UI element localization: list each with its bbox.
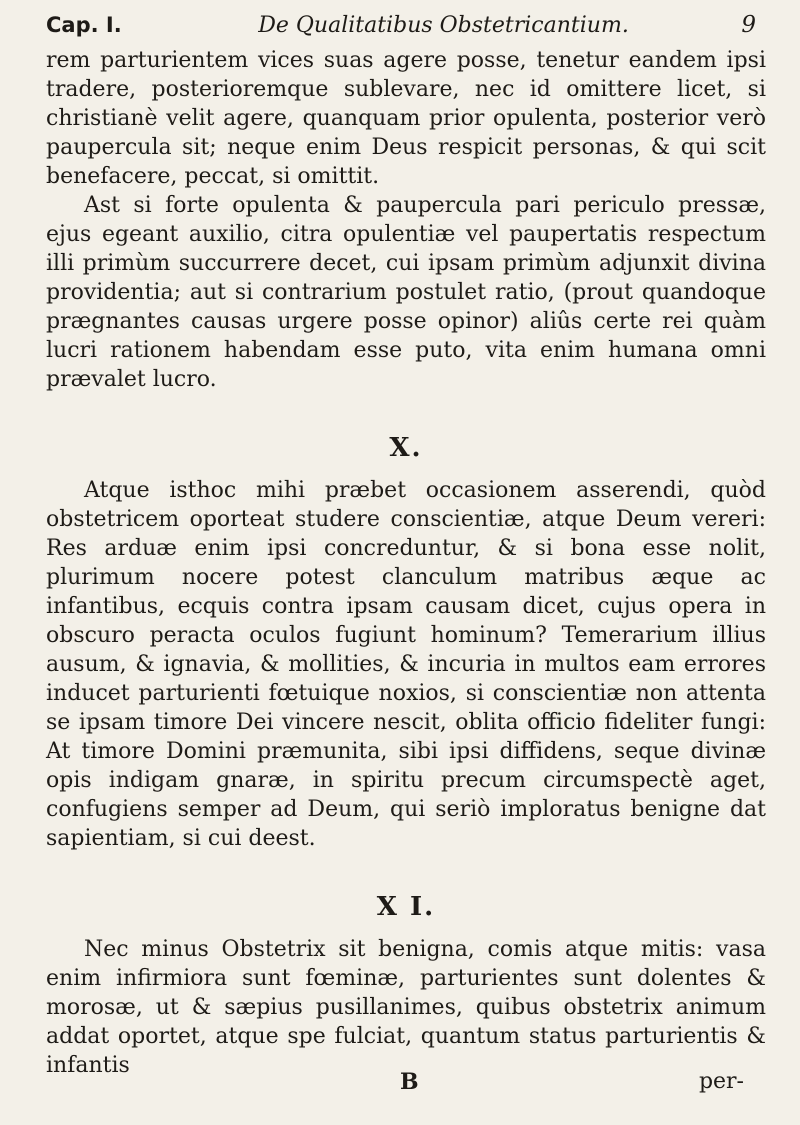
chapter-label: Cap. I.: [46, 13, 122, 37]
running-head: [46, 6, 766, 44]
paragraph-ast: Ast si forte opulenta & paupercula pari periculo pressæ, ejus egeant auxilio, citra opulentiæ vel paupertatis respectum illi primùm succurrere decet, cui ipsam primùm adjunxit divina providentia; aut si contrarium postulet ratio, (prout quandoque prægnantes causas urgere posse opinor) aliûs certe rei quàm lucri rationem habendam esse puto, vita enim humana omni prævalet lucro.: [46, 193, 766, 392]
section-x-text: Atque isthoc mihi præbet occasionem asserendi, quòd obstetricem oporteat studere conscientiæ, atque Deum vereri: Res arduæ enim ipsi concreduntur, & si bona esse nolit, plurimum nocere potest clanculum matribus æque ac infantibus, ecquis contra ipsam causam dicet, cujus opera in obscuro peracta oculos fugiunt hominum? Temerarium illius ausum, & ignavia, & mollities, & incuria in multos eam errores inducet parturienti fœtuique noxios, si conscientiæ non attenta se ipsam timore Dei vincere nescit, oblita officio fideliter fungi: At timore Domini præmunita, sibi ipsi diffidens, seque divinæ opis indigam gnaræ, in spiritu precum circumspectè aget, confugiens semper ad Deum, qui seriò imploratus benigne dat sapientiam, si cui deest.: [46, 478, 766, 851]
section-xi-text: Nec minus Obstetrix sit benigna, comis atque mitis: vasa enim infirmiora sunt fœminæ, parturientes sunt dolentes & morosæ, ut & sæpius pusillanimes, quibus obstetrix animum addat oportet, atque spe fulciat, quantum status parturientis & infantis: [46, 937, 766, 1078]
page-footer: [46, 1067, 766, 1097]
running-title: De Qualitatibus Obstetricantium.: [258, 13, 629, 38]
page-number: 9: [741, 12, 756, 38]
section-heading-x: X.: [389, 433, 423, 463]
section-heading-xi: X I.: [376, 892, 436, 922]
catchword: per-: [698, 1069, 744, 1094]
paragraph-continuation: rem parturientem vices suas agere posse, tenetur eandem ipsi tradere, posterioremque sublevare, nec id omittere licet, si christianè velit agere, quanquam prior opulenta, posterior verò paupercula sit; neque enim Deus respicit personas, & qui scit benefacere, peccat, si omittit.: [46, 48, 766, 189]
signature-mark: B: [400, 1069, 419, 1095]
